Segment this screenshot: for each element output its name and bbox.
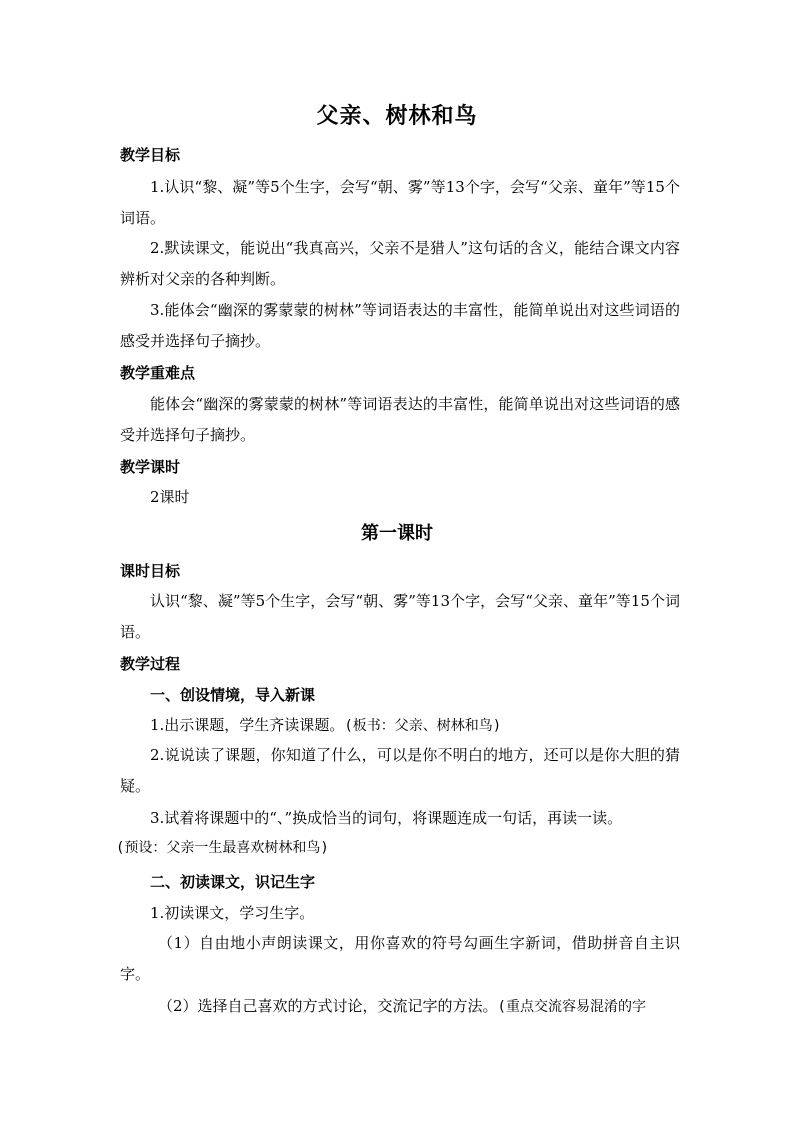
part2-heading: 二、初读课文，识记生字 — [150, 873, 316, 891]
lesson-goal-heading: 课时目标 — [120, 562, 181, 580]
key-points-heading: 教学重难点 — [120, 364, 196, 382]
part2-sub2-note: (重点交流容易混淆的字 — [497, 999, 646, 1015]
part2-sub2 — [158, 994, 646, 1019]
part1-item1 — [150, 713, 501, 738]
lesson-one-title: 第一课时 — [361, 523, 433, 544]
lesson-goal-text: 认识“黎、凝”等5个生字，会写“朝、雾”等13个字，会写“父亲、童年”等15个词语。 — [120, 592, 680, 641]
objective-1: 1.认识“黎、凝”等5个生字，会写“朝、雾”等13个字，会写“父亲、童年”等15个词语。 — [120, 178, 680, 227]
part2-item1: 1.初读课文，学习生字。 — [150, 904, 315, 922]
objective-3: 3.能体会“幽深的雾蒙蒙的树林”等词语表达的丰富性，能简单说出对这些词语的感受并选择句子摘抄。 — [120, 301, 680, 350]
hours-text: 2课时 — [150, 488, 190, 506]
part1-item1-text: 1.出示课题，学生齐读课题。 — [150, 716, 345, 734]
part1-item3-note: (预设：父亲一生最喜欢树林和鸟) — [116, 840, 329, 856]
part1-item2: 2.说说读了课题，你知道了什么，可以是你不明白的地方，还可以是你大胆的猜疑。 — [120, 746, 680, 795]
hours-heading: 教学课时 — [120, 458, 181, 476]
part1-item3: 3.试着将课题中的“、”换成恰当的词句，将课题连成一句话，再读一读。 — [150, 809, 623, 827]
part2-sub2-text: （2）选择自己喜欢的方式讨论，交流记字的方法。 — [158, 997, 498, 1015]
objective-2: 2.默读课文，能说出“我真高兴，父亲不是猎人”这句话的含义，能结合课文内容辨析对父亲的各种判断。 — [120, 239, 680, 288]
objectives-heading: 教学目标 — [120, 146, 181, 164]
part1-heading: 一、创设情境，导入新课 — [150, 686, 316, 704]
part1-item1-note: (板书：父亲、树林和鸟) — [344, 718, 502, 734]
document-title: 父亲、树林和鸟 — [316, 103, 478, 129]
part2-sub1: （1）自由地小声朗读课文，用你喜欢的符号勾画生字新词，借助拼音自主识字。 — [120, 934, 680, 983]
process-heading: 教学过程 — [120, 655, 181, 673]
key-points-text: 能体会“幽深的雾蒙蒙的树林”等词语表达的丰富性，能简单说出对这些词语的感受并选择句子摘抄。 — [120, 395, 680, 444]
